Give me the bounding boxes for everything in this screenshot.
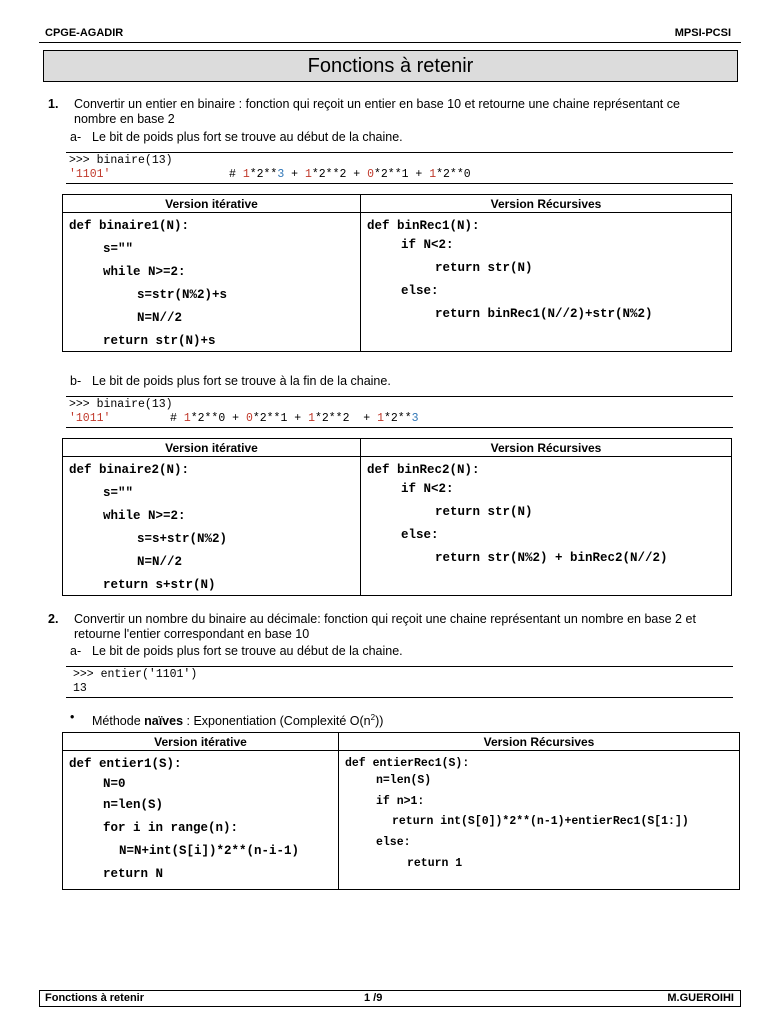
example-b-bottom-rule xyxy=(66,427,733,428)
table-1a xyxy=(62,194,732,352)
bullet-bold: naïves xyxy=(144,714,184,729)
section-2-text-line1: Convertir un nombre du binaire au décimale: fonction qui reçoit une chaine représentant un nombre en base 2 et xyxy=(74,612,696,626)
code-line: N=N//2 xyxy=(137,555,183,569)
example-a-input: >>> binaire(13) xyxy=(69,154,173,167)
table-2a-header-iterative: Version itérative xyxy=(63,733,339,751)
example-a-top-rule xyxy=(66,152,733,153)
code-line: if n>1: xyxy=(376,795,425,808)
section-1b-text: Le bit de poids plus fort se trouve à la fin de la chaine. xyxy=(92,374,391,388)
code-line: return N xyxy=(103,867,164,881)
code-line: return binRec1(N//2)+str(N%2) xyxy=(435,307,653,321)
section-1-number: 1. xyxy=(48,97,59,111)
section-1b-label: b- xyxy=(70,374,82,388)
code-line: s=str(N%2)+s xyxy=(137,288,228,302)
header-right: MPSI-PCSI xyxy=(674,27,731,39)
code-line: def entierRec1(S): xyxy=(345,757,470,770)
section-1-text-line1: Convertir un entier en binaire : fonction qui reçoit un entier en base 10 et retourne une chaine représentant ce xyxy=(74,97,680,111)
code-line: def binRec2(N): xyxy=(367,463,480,477)
section-2-text-line2: retourne l'entier correspondant en base 10 xyxy=(74,627,310,641)
code-line: s="" xyxy=(103,242,134,256)
table-1a-recursive-cell xyxy=(361,213,732,352)
table-2a xyxy=(62,732,740,890)
footer xyxy=(39,990,741,1007)
code-line: def binaire1(N): xyxy=(69,219,190,233)
example-c-input: >>> entier('1101') xyxy=(73,668,198,681)
bullet-sup: 2 xyxy=(370,713,376,722)
table-1a-header-iterative: Version itérative xyxy=(63,195,361,213)
code-line: else: xyxy=(401,528,439,542)
bullet-dot-icon: • xyxy=(70,710,75,724)
table-1a-iterative-cell xyxy=(63,213,361,352)
code-line: s=s+str(N%2) xyxy=(137,532,228,546)
section-2a-label: a- xyxy=(70,644,82,658)
page-title: Fonctions à retenir xyxy=(43,50,738,82)
code-line: else: xyxy=(401,284,439,298)
section-2a-text: Le bit de poids plus fort se trouve au début de la chaine. xyxy=(92,644,403,658)
example-c-top-rule xyxy=(66,666,733,667)
code-line: def binaire2(N): xyxy=(69,463,190,477)
code-line: return int(S[0])*2**(n-1)+entierRec1(S[1:]) xyxy=(392,815,689,828)
code-line: return str(N) xyxy=(435,261,533,275)
code-line: return s+str(N) xyxy=(103,578,216,592)
footer-left: Fonctions à retenir xyxy=(45,992,145,1004)
code-line: return str(N)+s xyxy=(103,334,216,348)
section-1a-text: Le bit de poids plus fort se trouve au début de la chaine. xyxy=(92,130,403,144)
bullet-post: : Exponentiation (Complexité O(n xyxy=(183,714,371,729)
code-line: while N>=2: xyxy=(103,509,186,523)
code-line: def binRec1(N): xyxy=(367,219,480,233)
footer-page-number: 1 /9 xyxy=(364,992,383,1004)
table-1b-header-recursive: Version Récursives xyxy=(361,439,732,457)
example-b-input: >>> binaire(13) xyxy=(69,398,173,411)
example-b-top-rule xyxy=(66,396,733,397)
code-line: N=N+int(S[i])*2**(n-i-1) xyxy=(119,844,300,858)
bullet-end: )) xyxy=(375,714,384,729)
table-1b-recursive-cell xyxy=(361,457,732,596)
example-a-bottom-rule xyxy=(66,183,733,184)
header-rule xyxy=(39,42,741,43)
code-line: return str(N%2) + binRec2(N//2) xyxy=(435,551,668,565)
code-line: return str(N) xyxy=(435,505,533,519)
code-line: N=N//2 xyxy=(137,311,183,325)
code-line: if N<2: xyxy=(401,238,454,252)
footer-right: M.GUEROIHI xyxy=(667,992,734,1004)
header-left: CPGE-AGADIR xyxy=(45,27,124,39)
code-line: s="" xyxy=(103,486,134,500)
section-1-text-line2: nombre en base 2 xyxy=(74,112,175,126)
code-line: n=len(S) xyxy=(103,798,164,812)
section-2-number: 2. xyxy=(48,612,59,626)
code-line: return 1 xyxy=(407,857,463,870)
table-2a-header-recursive: Version Récursives xyxy=(339,733,740,751)
table-1b-header-iterative: Version itérative xyxy=(63,439,361,457)
table-2a-iterative-cell xyxy=(63,751,339,890)
example-a-output: '1101' xyxy=(69,168,111,181)
code-line: if N<2: xyxy=(401,482,454,496)
section-1a-label: a- xyxy=(70,130,82,144)
example-b-output: '1011' xyxy=(69,412,111,425)
code-line: for i in range(n): xyxy=(103,821,239,835)
example-c-output: 13 xyxy=(73,682,87,695)
table-2a-recursive-cell xyxy=(339,751,740,890)
bullet-pre: Méthode xyxy=(92,714,145,729)
example-a-comment: # 1*2**3 + 1*2**2 + 0*2**1 + 1*2**0 xyxy=(229,168,471,181)
code-line: n=len(S) xyxy=(376,774,432,787)
table-1b xyxy=(62,438,732,596)
table-1b-iterative-cell xyxy=(63,457,361,596)
example-c-bottom-rule xyxy=(66,697,733,698)
table-1a-header-recursive: Version Récursives xyxy=(361,195,732,213)
code-line: N=0 xyxy=(103,777,126,791)
example-b-comment: # 1*2**0 + 0*2**1 + 1*2**2 + 1*2**3 xyxy=(170,412,419,425)
code-line: def entier1(S): xyxy=(69,757,182,771)
code-line: while N>=2: xyxy=(103,265,186,279)
method-bullet xyxy=(92,710,383,729)
code-line: else: xyxy=(376,836,411,849)
